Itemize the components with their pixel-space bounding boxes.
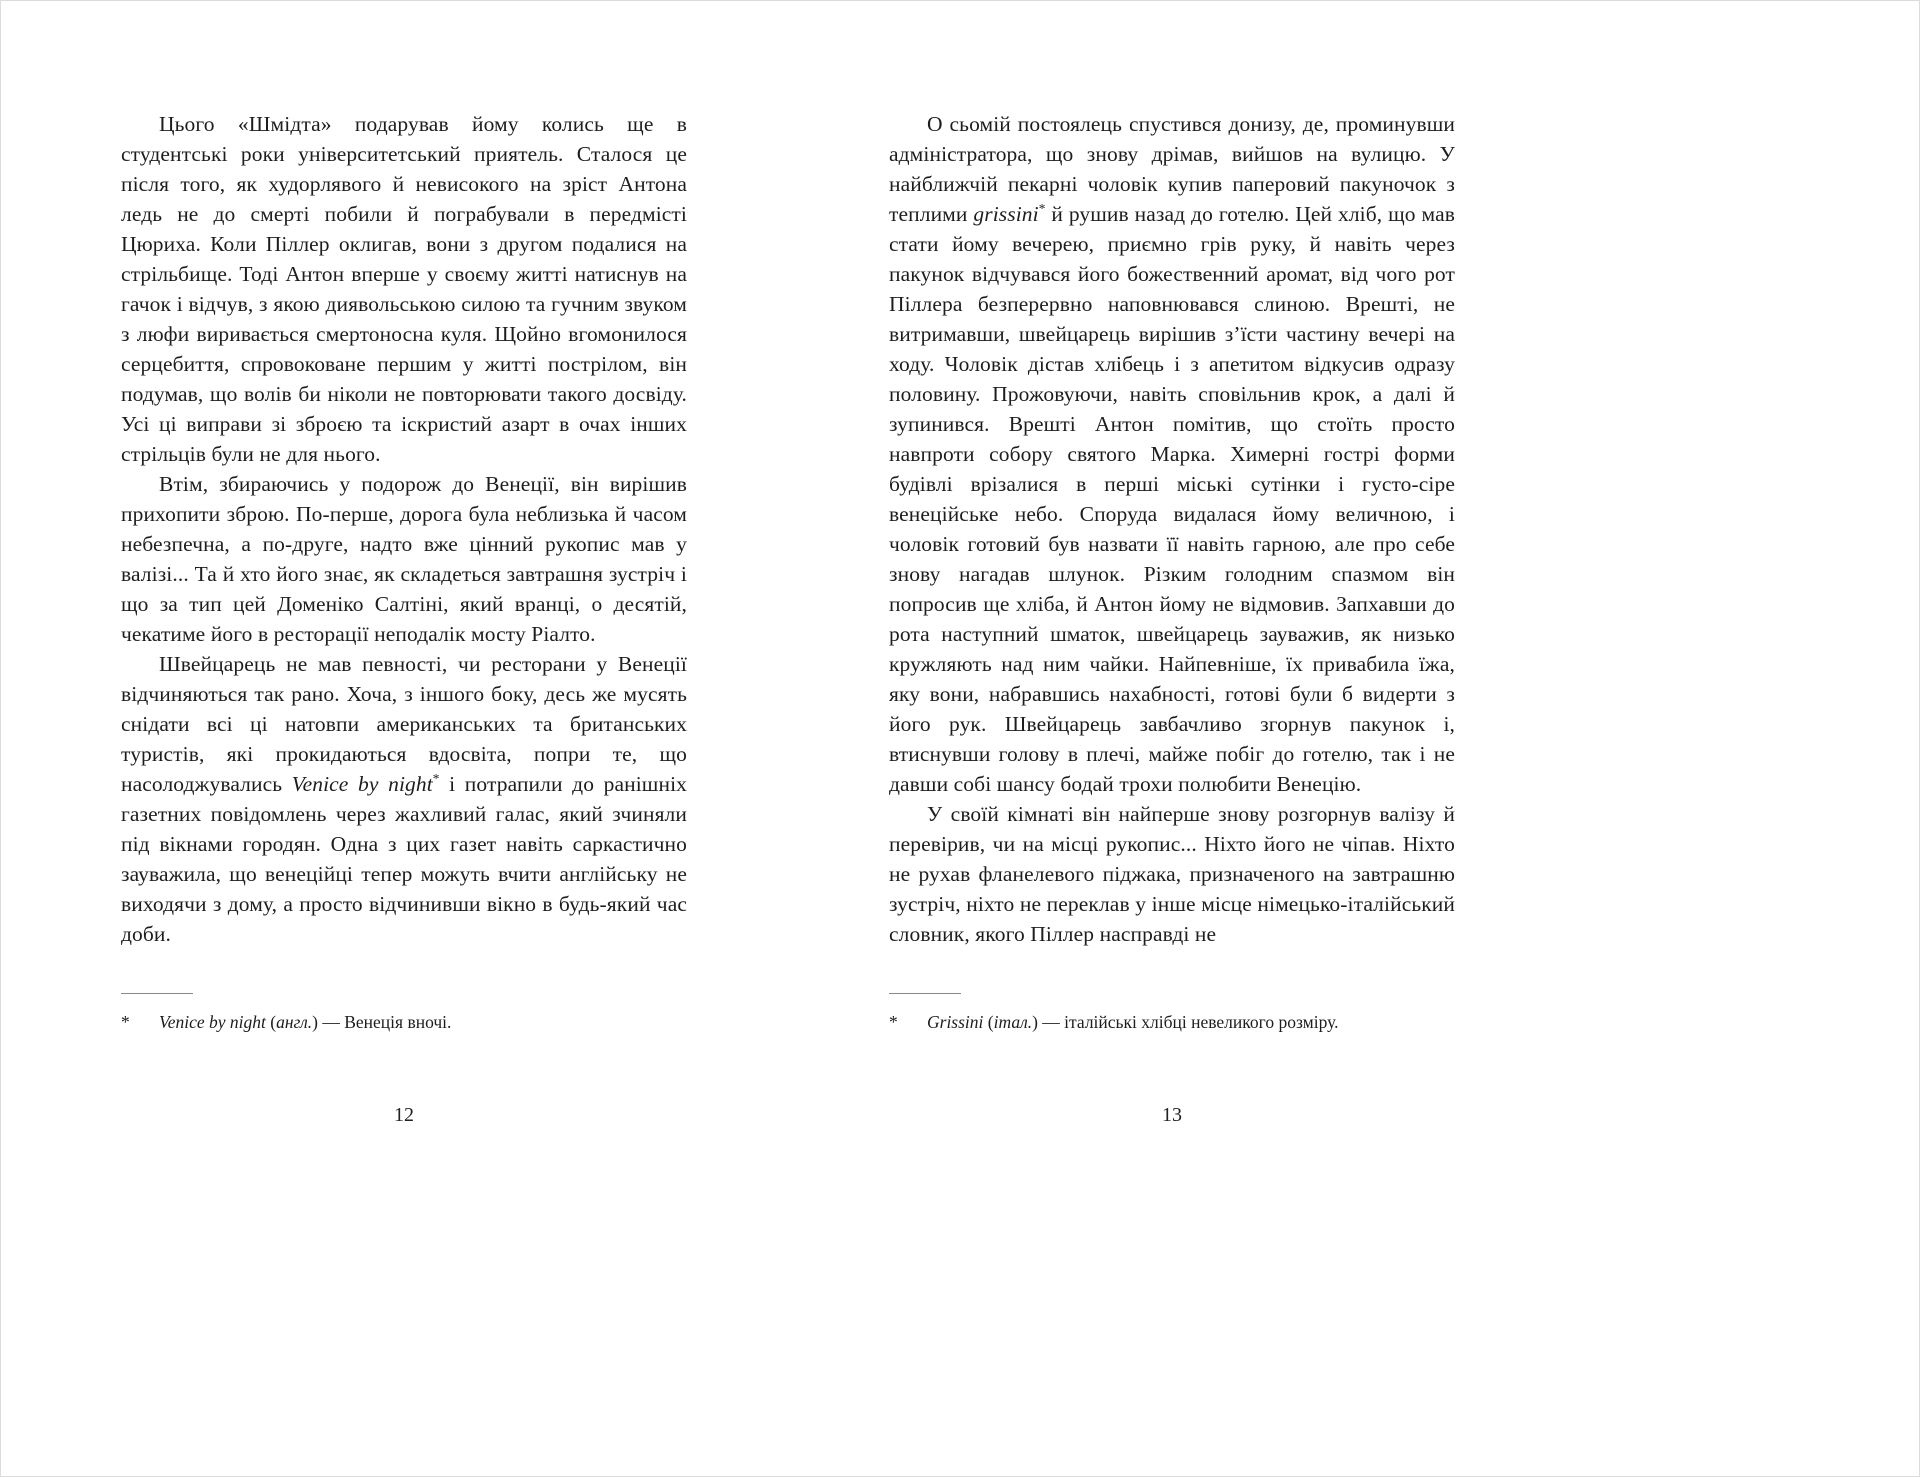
footnote-marker: *: [121, 1012, 130, 1032]
footnote-text: Venice by night (англ.) — Венеція вночі.: [159, 1012, 452, 1032]
page-left: [121, 109, 687, 1219]
footnote-divider: [121, 993, 193, 994]
page-right: [889, 109, 1455, 1219]
page-number: 12: [394, 1104, 414, 1126]
footnote-block: [889, 993, 1455, 1034]
footnote: [121, 1010, 687, 1034]
paragraph: О сьомій постоялець спустився донизу, де, проминувши адміністратора, що знову дрімав, вийшов на вулицю. У найближчій пекарні чоловік купив паперовий пакуночок з теплими grissini* й рушив назад до готелю. Цей хліб, що мав стати йому вечерею, приємно грів руку, й навіть через пакунок відчувався його божественний аромат, від чого рот Піллера безперервно наповнювався слиною. Врешті, не витримавши, швейцарець вирішив з’їсти частину вечері на ходу. Чоловік дістав хлібець і з апетитом відкусив одразу половину. Прожовуючи, навіть сповільнив крок, а далі й зупинився. Врешті Антон помітив, що стоїть просто навпроти собору святого Марка. Химерні гострі форми будівлі врізалися в перші міські сутінки і густо-сіре венеційське небо. Споруда видалася йому величною, і чоловік готовий був назвати її навіть гарною, але про себе знову нагадав шлунок. Різким голодним спазмом він попросив ще хліба, й Антон йому не відмовив. Запхавши до рота наступний шматок, швейцарець зауважив, як низько кружляють над ним чайки. Найпевніше, їх привабила їжа, яку вони, набравшись нахабності, готові були б видерти з його рук. Швейцарець завбачливо згорнув пакунок і, втиснувши голову в плечі, майже побіг до готелю, так і не давши собі шансу бодай трохи полюбити Венецію.: [889, 112, 1455, 796]
paragraph: Втім, збираючись у подорож до Венеції, він вирішив прихопити зброю. По-перше, дорога була неблизька й часом небезпечна, а по-друге, надто вже цінний рукопис мав у валізі... Та й хто його знає, як складеться завтрашня зустріч і що за тип цей Доменіко Салтіні, який вранці, о десятій, чекатиме його в ресторації неподалік мосту Ріалто.: [121, 472, 687, 646]
footnote: [889, 1010, 1455, 1034]
paragraph: Швейцарець не мав певності, чи ресторани у Венеції відчиняються так рано. Хоча, з іншого боку, десь же мусять снідати всі ці натовпи американських та британських туристів, які прокидаються вдосвіта, попри те, що насолоджувались Venice by night* і потрапили до ранішніх газетних повідомлень через жахливий галас, який зчиняли під вікнами городян. Одна з цих газет навіть саркастично зауважила, що венеційці тепер можуть вчити англійську не виходячи з дому, а просто відчинивши вікно в будь-який час доби.: [121, 652, 687, 946]
paragraph: У своїй кімнаті він найперше знову розгорнув валізу й перевірив, чи на місці рукопис... Ніхто його не чіпав. Ніхто не рухав фланелевого піджака, призначеного на завтрашню зустріч, ніхто не переклав у інше місце німецько-італійський словник, якого Піллер насправді не: [889, 802, 1455, 946]
footnote-marker: *: [889, 1012, 898, 1032]
page-number: 13: [1162, 1104, 1182, 1126]
footnote-text: Grissini (італ.) — італійські хлібці невеликого розміру.: [927, 1012, 1339, 1032]
page-left-body: [121, 109, 687, 949]
page-right-body: [889, 109, 1455, 949]
paragraph: Цього «Шмідта» подарував йому колись ще в студентські роки університетський приятель. Сталося це після того, як худорлявого й невисокого на зріст Антона ледь не до смерті побили й пограбували в передмісті Цюриха. Коли Піллер оклигав, вони з другом подалися на стрільбище. Тоді Антон вперше у своєму житті натиснув на гачок і відчув, з якою диявольською силою та гучним звуком з люфи виривається смертоносна куля. Щойно вгомонилося серцебиття, спровоковане першим у житті пострілом, він подумав, що волів би ніколи не повторювати такого досвіду. Усі ці виправи зі зброєю та іскристий азарт в очах інших стрільців були не для нього.: [121, 112, 687, 466]
footnote-block: [121, 993, 687, 1034]
footnote-divider: [889, 993, 961, 994]
